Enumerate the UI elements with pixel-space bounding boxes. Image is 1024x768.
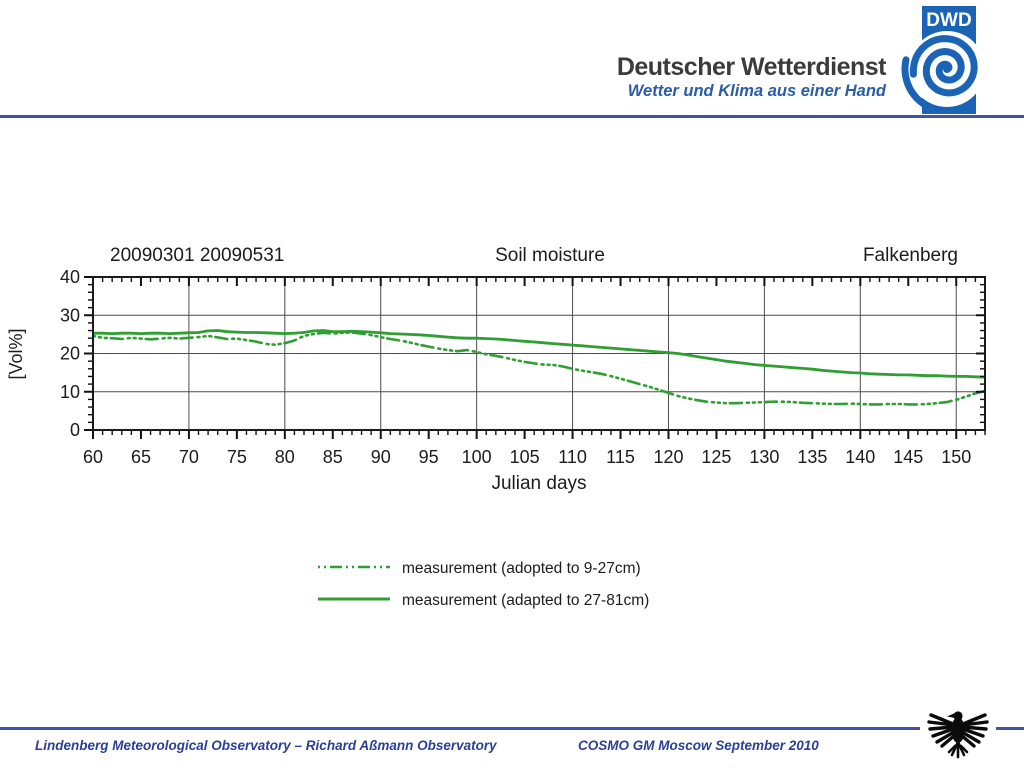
svg-text:125: 125 bbox=[701, 447, 732, 467]
footer-conference-text: COSMO GM Moscow September 2010 bbox=[578, 738, 819, 753]
svg-text:100: 100 bbox=[461, 447, 492, 467]
svg-text:10: 10 bbox=[59, 381, 80, 402]
svg-text:30: 30 bbox=[59, 305, 80, 326]
svg-text:105: 105 bbox=[509, 447, 540, 467]
footer-divider bbox=[0, 727, 1024, 730]
svg-text:140: 140 bbox=[845, 447, 876, 467]
svg-text:145: 145 bbox=[893, 447, 924, 467]
svg-text:120: 120 bbox=[653, 447, 684, 467]
svg-text:115: 115 bbox=[606, 447, 635, 467]
svg-text:70: 70 bbox=[178, 447, 199, 467]
footer-observatory-text: Lindenberg Meteorological Observatory – Richard Aßmann Observatory bbox=[35, 738, 497, 753]
brand-title: Deutscher Wetterdienst bbox=[616, 53, 886, 81]
svg-text:85: 85 bbox=[322, 447, 343, 467]
federal-eagle-icon bbox=[926, 708, 990, 764]
axis-ticks bbox=[84, 277, 985, 439]
svg-text:65: 65 bbox=[130, 447, 151, 467]
chart-station-name: Falkenberg bbox=[862, 245, 958, 266]
legend-label-27-81cm: measurement (adapted to 27-81cm) bbox=[402, 592, 650, 609]
chart-date-range: 20090301 20090531 bbox=[110, 245, 285, 266]
header-brand-block bbox=[617, 54, 886, 101]
svg-text:0: 0 bbox=[69, 420, 80, 440]
svg-text:40: 40 bbox=[59, 267, 80, 287]
svg-text:95: 95 bbox=[418, 447, 439, 467]
dwd-logo-icon bbox=[898, 6, 992, 114]
y-axis-label: [Vol%] bbox=[6, 328, 26, 380]
svg-text:90: 90 bbox=[370, 447, 391, 467]
gridlines bbox=[93, 277, 985, 430]
chart-title: Soil moisture bbox=[495, 245, 605, 266]
logo-spiral-center bbox=[943, 65, 951, 73]
svg-text:20: 20 bbox=[59, 343, 80, 364]
logo-text: DWD bbox=[926, 10, 972, 31]
eagle-container bbox=[920, 706, 996, 766]
legend-label-9-27cm: measurement (adopted to 9-27cm) bbox=[402, 560, 641, 577]
tick-labels bbox=[60, 267, 971, 467]
svg-text:135: 135 bbox=[797, 447, 828, 467]
data-series bbox=[93, 331, 985, 405]
svg-text:150: 150 bbox=[941, 447, 972, 467]
soil-moisture-chart bbox=[0, 230, 1024, 630]
svg-text:75: 75 bbox=[226, 447, 247, 467]
svg-text:80: 80 bbox=[274, 447, 295, 467]
header-divider bbox=[0, 115, 1024, 118]
svg-text:130: 130 bbox=[749, 447, 780, 467]
brand-tagline: Wetter und Klima aus einer Hand bbox=[627, 82, 886, 101]
svg-text:60: 60 bbox=[82, 447, 104, 467]
x-axis-label: Julian days bbox=[491, 473, 587, 494]
svg-text:110: 110 bbox=[558, 447, 587, 467]
